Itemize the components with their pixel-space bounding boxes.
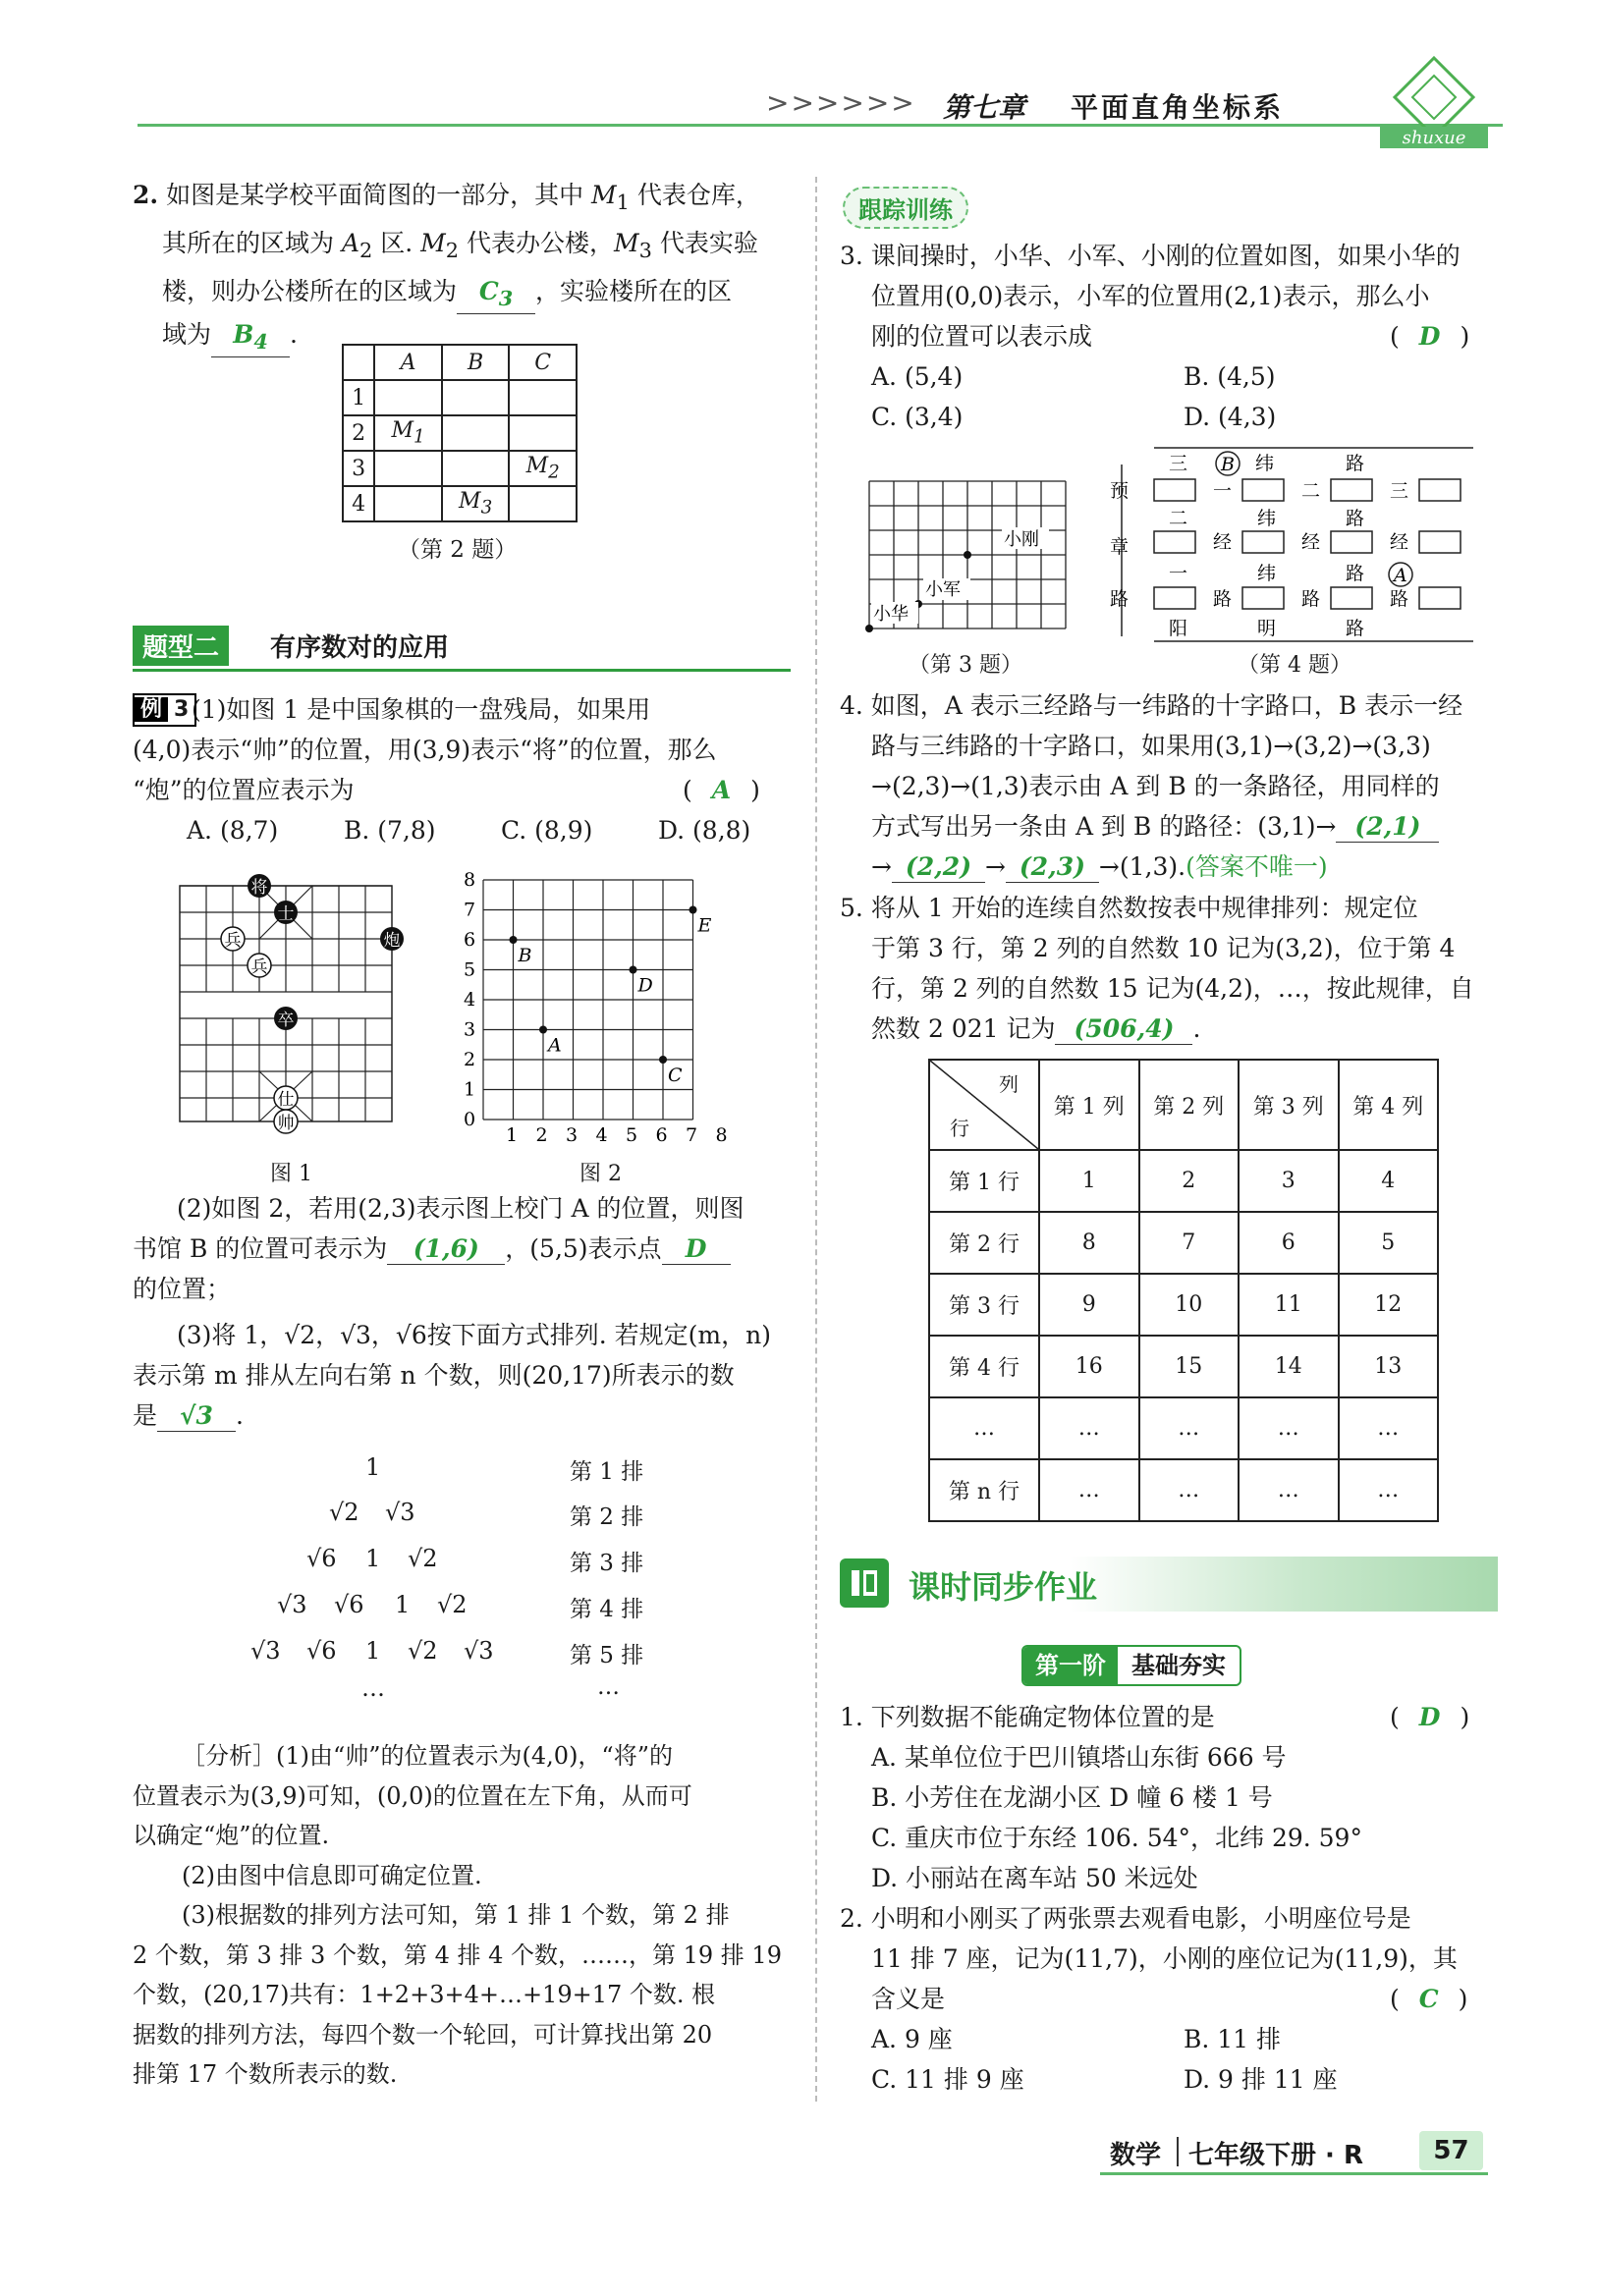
x-tick-label: 4 (595, 1124, 608, 1146)
question-5: 5. 将从 1 开始的连续自然数按表中规律排列：规定位 于第 3 行，第 2 列的自然数 10 记为(3,2)，位于第 4 行，第 2 列的自然数 15 记为(4,2)，…，按此规律，自 然数 2 021 记为 (506,4) . (840, 894, 1474, 1043)
svg-text:二: 二 (1301, 480, 1321, 502)
stage-title: 基础夯实 (1131, 1652, 1226, 1679)
point-a (539, 1026, 547, 1034)
homework-question-1: 1. 下列数据不能确定物体位置的是 ( D ) A. 某单位位于巴川镇塔山东街 666 号 B. 小芳住在龙湖小区 D 幢 6 楼 1 号 C. 重庆市位于东经 106. 54°，北纬 29. 59° D. 小丽站在离车站 50 米远处 (840, 1703, 1470, 1892)
piece-shi-red: 仕 (277, 1090, 295, 1110)
svg-text:路: 路 (1390, 588, 1409, 610)
svg-text:预: 预 (1110, 480, 1130, 502)
example-3: 例 3 (1)如图 1 是中国象棋的一盘残局，如果用 (4,0)表示“帅”的位置，用(3,9)表示“将”的位置，那么 “炮”的位置应表示为 ( A ) A. (8,7) B. (7,8) C. (8,9) D. (8,8) (133, 695, 760, 845)
question-3: 3. 课间操时，小华、小军、小刚的位置如图，如果小华的 位置用(0,0)表示，小军的位置用(2,1)表示，那么小 刚的位置可以表示成 ( D ) A. (5,4) B. (4,5) C. (3,4) D. (4,3) (840, 242, 1470, 431)
svg-text:路: 路 (1213, 588, 1233, 610)
table-row: 第 4 行 16 15 14 13 (929, 1336, 1438, 1397)
point-b (510, 936, 518, 944)
fig1-caption: 图 1 (270, 1162, 312, 1186)
section-header (133, 624, 791, 672)
piece-shi: 士 (277, 904, 295, 924)
y-tick-label: 5 (464, 958, 476, 981)
piece-jiang: 将 (250, 878, 268, 898)
homework-question-2: 2. 小明和小刚买了两张票去观看电影，小明座位号是 11 排 7 座，记为(11,7)，小刚的座位记为(11,9)，其 含义是 ( C ) A. 9 座 B. 11 排 C. 11 排 9 座 D. 9 排 11 座 (840, 1904, 1468, 2094)
chapter-title: 平面直角坐标系 (1071, 91, 1285, 124)
svg-text:一: 一 (1213, 480, 1233, 502)
x-tick-label: 8 (715, 1124, 728, 1146)
y-tick-label: 4 (464, 989, 476, 1011)
column-divider (815, 177, 817, 2102)
q4-note: (答案不唯一) (1185, 852, 1328, 881)
point-c (659, 1056, 667, 1064)
page-header (138, 86, 1503, 145)
chess-board-figure (172, 864, 408, 1149)
question-4: 4. 如图，A 表示三经路与一纬路的十字路口，B 表示一经 路与三纬路的十字路口，如果用(3,1)→(3,2)→(3,3) →(2,3)→(1,3)表示由 A 到 B 的一条路径，用同样的 方式写出另一条由 A 到 B 的路径：(3,1)→ (2,1) → (2,2) → (2,3) →(1,3).(答案不唯一) (840, 691, 1463, 881)
name-xiaogang: 小刚 (1004, 529, 1039, 550)
table-row: 第 n 行 … … … … (929, 1459, 1438, 1521)
svg-text:三: 三 (1390, 480, 1409, 502)
stage-banner (1021, 1645, 1241, 1686)
q4-answer-2: (2,2) (905, 852, 972, 881)
ex3-p3-answer: √3 (180, 1401, 213, 1430)
svg-text:明: 明 (1257, 618, 1277, 639)
example-3-parts: (2)如图 2，若用(2,3)表示图上校门 A 的位置，则图 书馆 B 的位置可表示为 (1,6) ，(5,5)表示点 D 的位置； (3)将 1，√2，√3，√6按下面方式排列. 若规定(m，n) 表示第 m 排从左向右第 n 个数，则(20,17)所表示的数 是 √3 . (133, 1194, 771, 1430)
table-row: … … … … … (929, 1397, 1438, 1459)
table-row: 第 3 行 9 10 11 12 (929, 1274, 1438, 1336)
svg-text:阳: 阳 (1169, 618, 1188, 639)
piece-bing-1: 兵 (224, 931, 242, 951)
h1-answer: D (1418, 1703, 1441, 1731)
q2-answer-1: C (478, 277, 499, 305)
x-tick-label: 2 (535, 1124, 548, 1146)
svg-text:章: 章 (1110, 536, 1130, 558)
svg-text:路: 路 (1301, 588, 1321, 610)
table-row: 第 1 行 1 2 3 4 (929, 1150, 1438, 1212)
svg-text:经: 经 (1301, 531, 1321, 553)
homework-title: 课时同步作业 (909, 1568, 1098, 1606)
y-tick-label: 8 (464, 869, 476, 891)
page-number: 57 (1419, 2131, 1483, 2170)
point-label-e: E (697, 914, 712, 937)
point-label-c: C (668, 1065, 683, 1086)
svg-text:经: 经 (1390, 531, 1409, 553)
svg-text:三: 三 (1169, 453, 1188, 474)
point-b: B (1221, 454, 1235, 475)
page-footer (1100, 2131, 1493, 2178)
road-map-figure (1110, 440, 1483, 646)
question-2: 2. 如图是某学校平面简图的一部分，其中 $M_1$ 代表仓库， 其所在的区域为 $A_2$ 区. $M_2$ 代表办公楼，$M_3$ 代表实验 楼，则办公楼所在的区域为 $C_3$ ，实验楼所在的区 域为 $B_4$ . (133, 175, 791, 357)
ex3-p2-answer-2: D (685, 1234, 707, 1263)
piece-zu: 卒 (277, 1011, 295, 1030)
svg-text:纬: 纬 (1255, 453, 1275, 474)
ex3-answer: A (711, 776, 732, 804)
stage-tag: 第一阶 (1023, 1647, 1118, 1684)
svg-text:路: 路 (1346, 618, 1365, 639)
y-tick-label: 3 (464, 1018, 476, 1041)
x-tick-label: 6 (655, 1124, 668, 1146)
section-title: 有序数对的应用 (270, 633, 450, 663)
header-arrows: >>>>>> (766, 86, 916, 119)
svg-text:路: 路 (1346, 563, 1365, 584)
svg-text:一: 一 (1169, 563, 1188, 584)
svg-text:路: 路 (1346, 508, 1365, 529)
tracking-label: 跟踪训练 (843, 187, 968, 229)
q2-caption: （第 2 题） (398, 537, 518, 563)
ex3-p2-answer-1: (1,6) (413, 1234, 479, 1263)
point-a: A (1394, 565, 1407, 586)
svg-text:经: 经 (1213, 531, 1233, 553)
x-tick-label: 5 (625, 1124, 638, 1146)
q3-answer: D (1418, 322, 1441, 351)
x-tick-label: 3 (565, 1124, 579, 1146)
y-tick-label: 1 (464, 1078, 476, 1101)
point-label-d: D (637, 974, 653, 997)
point-d (630, 966, 637, 974)
x-tick-label: 7 (685, 1124, 698, 1146)
svg-text:路: 路 (1346, 453, 1365, 474)
q5-answer: (506,4) (1074, 1014, 1175, 1043)
piece-pao: 炮 (383, 931, 401, 951)
campus-grid-figure (462, 862, 746, 1157)
x-tick-label: 1 (505, 1124, 519, 1146)
svg-text:纬: 纬 (1257, 508, 1277, 529)
y-tick-label: 0 (464, 1109, 476, 1130)
name-xiaohua: 小华 (873, 604, 909, 625)
h2-answer: C (1418, 1985, 1439, 2013)
book-icon (840, 1558, 889, 1608)
logo-text: shuxue (1402, 128, 1466, 148)
q2-answer-2: B (233, 320, 254, 349)
chapter-label: 第七章 (943, 91, 1026, 124)
point-e (689, 906, 697, 914)
q4-answer-1: (2,1) (1354, 812, 1421, 841)
y-tick-label: 7 (464, 899, 476, 921)
q4-answer-3: (2,3) (1019, 852, 1085, 881)
playground-grid-figure (864, 476, 1080, 643)
table-row: 第 2 行 8 7 6 5 (929, 1212, 1438, 1274)
q3-caption: （第 3 题） (909, 653, 1022, 678)
footer-book: 七年级下册 · R (1188, 2141, 1364, 2170)
homework-banner (840, 1557, 1498, 1612)
q4-caption: （第 4 题） (1238, 653, 1351, 678)
svg-text:纬: 纬 (1257, 563, 1277, 584)
q2-table: A B C 1 2 $M_1$ 3 $M_2$ 4 $M_3$ (342, 344, 578, 522)
piece-shuai: 帅 (277, 1114, 295, 1133)
fig2-caption: 图 2 (579, 1162, 622, 1186)
y-tick-label: 6 (464, 929, 476, 951)
y-tick-label: 2 (464, 1049, 476, 1070)
svg-text:路: 路 (1110, 588, 1130, 610)
analysis: ［分析］(1)由“帅”的位置表示为(4,0)，“将”的 位置表示为(3,9)可知，(0,0)的位置在左下角，从而可 以确定“炮”的位置. (2)由图中信息即可确定位置. (3)根据数的排列方法可知，第 1 排 1 个数，第 2 排 2 个数，第 3 排 3 个数，第 4 排 4 个数，……，第 19 排 19 个数，(20,17)共有：1+2+3+4+…+19+17 个数. 根 据数的排列方法，每四个数一个轮回，可计算找出第 20 排第 17 个数所表示的数. (133, 1742, 782, 2088)
piece-bing-2: 兵 (250, 957, 268, 977)
name-xiaojun: 小军 (925, 579, 961, 600)
q5-table: 列 行 第 1 列 第 2 列 第 3 列 第 4 列 第 1 行 1 2 3 4 第 2 行 8 7 6 5 第 3 行 9 10 11 12 第 4 行 16 15 14 13 … … … … … 第 n 行 … … … … (928, 1059, 1439, 1522)
point-label-a: A (548, 1034, 562, 1057)
point-label-b: B (518, 945, 532, 966)
svg-text:二: 二 (1169, 508, 1188, 529)
section-tag: 题型二 (133, 626, 229, 666)
logo (1380, 54, 1488, 152)
footer-subject: 数学 (1110, 2141, 1162, 2170)
